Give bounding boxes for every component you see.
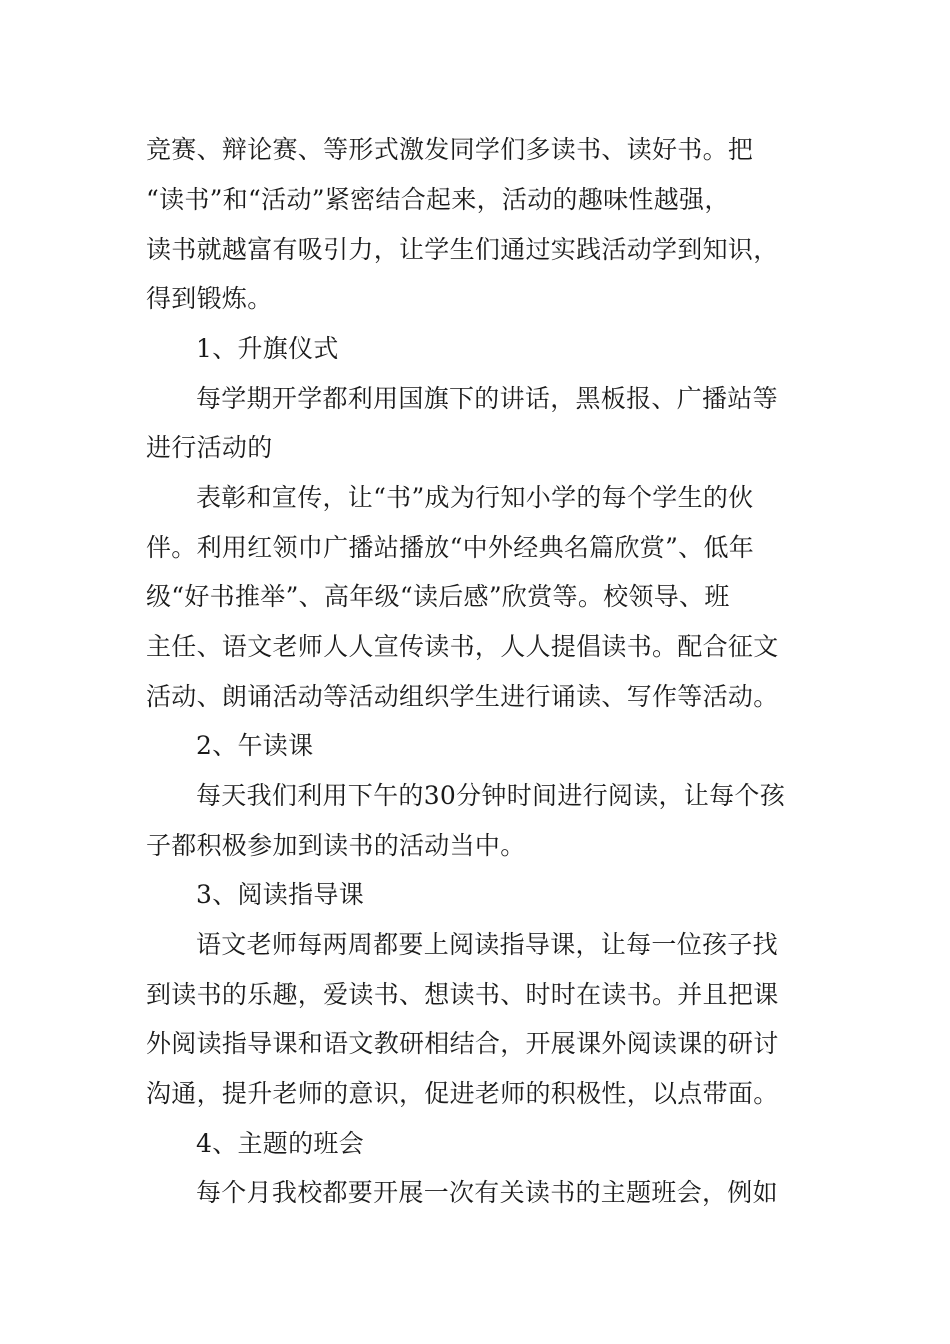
text-line: 进行活动的 xyxy=(146,433,273,462)
text-line: 沟通，提升老师的意识，促进老师的积极性，以点带面。 xyxy=(146,1079,779,1108)
text-line: 竞赛、辩论赛、等形式激发同学们多读书、读好书。把 xyxy=(146,135,754,164)
text-line: 主任、语文老师人人宣传读书，人人提倡读书。配合征文 xyxy=(146,632,779,661)
text-line: 到读书的乐趣，爱读书、想读书、时时在读书。并且把课 xyxy=(146,980,779,1009)
text-line: 每个月我校都要开展一次有关读书的主题班会，例如 xyxy=(196,1178,778,1207)
text-line: 伴。利用红领巾广播站播放“中外经典名篇欣赏”、低年 xyxy=(146,533,755,562)
section-heading: 2、午读课 xyxy=(196,731,314,760)
text-line: 级“好书推举”、高年级“读后感”欣赏等。校领导、班 xyxy=(146,582,730,611)
text-line: 得到锻炼。 xyxy=(146,284,273,313)
text-line: 活动、朗诵活动等活动组织学生进行诵读、写作等活动。 xyxy=(146,682,779,711)
text-line: 每学期开学都利用国旗下的讲话，黑板报、广播站等 xyxy=(196,384,778,413)
text-line: 子都积极参加到读书的活动当中。 xyxy=(146,831,526,860)
text-line: 语文老师每两周都要上阅读指导课，让每一位孩子找 xyxy=(196,930,778,959)
section-heading: 4、主题的班会 xyxy=(196,1129,365,1158)
text-line: 外阅读指导课和语文教研相结合，开展课外阅读课的研讨 xyxy=(146,1029,779,1058)
text-line: 读书就越富有吸引力，让学生们通过实践活动学到知识， xyxy=(146,235,779,264)
text-line: “读书”和“活动”紧密结合起来，活动的趣味性越强， xyxy=(146,185,730,214)
text-line: 表彰和宣传，让“书”成为行知小学的每个学生的伙 xyxy=(196,483,754,512)
section-heading: 1、升旗仪式 xyxy=(196,334,339,363)
section-heading: 3、阅读指导课 xyxy=(196,880,365,909)
text-line: 每天我们利用下午的30分钟时间进行阅读，让每个孩 xyxy=(196,781,786,810)
